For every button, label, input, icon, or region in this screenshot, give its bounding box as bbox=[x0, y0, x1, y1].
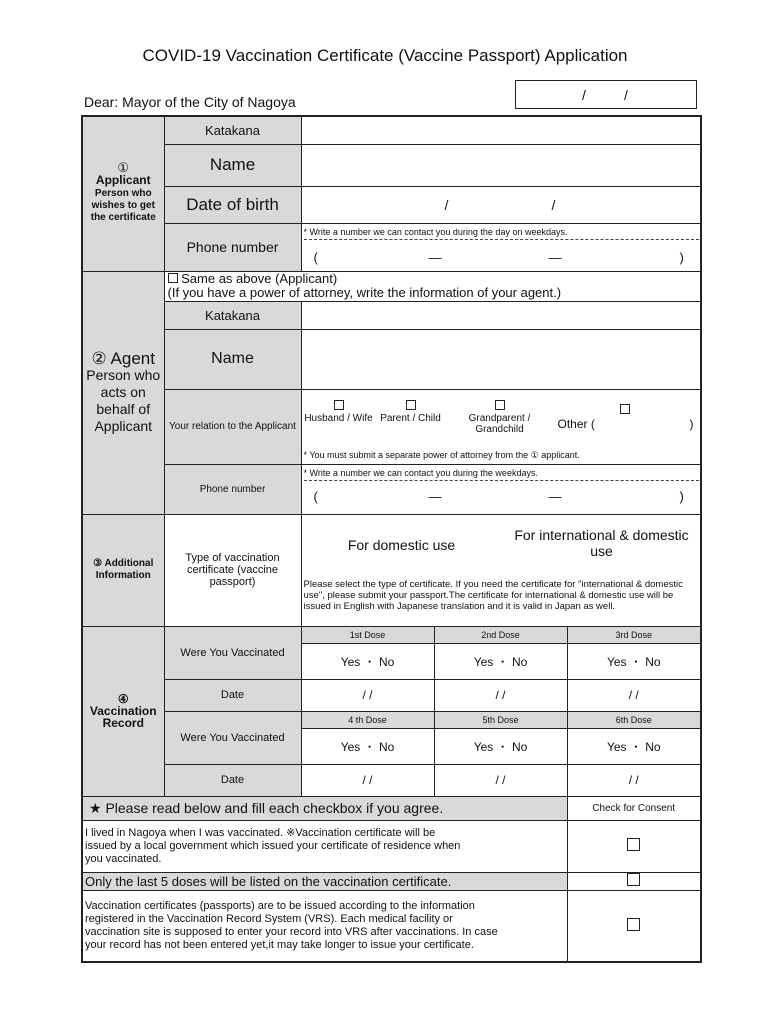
agent-katakana-field[interactable] bbox=[301, 301, 701, 329]
dose-date-field[interactable]: / / bbox=[434, 764, 567, 796]
applicant-name-label: Name bbox=[164, 144, 301, 186]
paren: ( bbox=[313, 249, 318, 265]
page-title: COVID-19 Vaccination Certificate (Vaccine Passport) Application bbox=[142, 46, 628, 65]
relation-husband-option[interactable]: Husband / Wife bbox=[304, 400, 374, 424]
agent-relation-label: Your relation to the Applicant bbox=[164, 389, 301, 464]
certificate-type-note: Please select the type of certificate. If you need the certificate for "international & domestic use", please submit your passport.The certificate for international & domestic use will be issued in English with Japanese translation and it is valid in Japan as well. bbox=[303, 578, 683, 612]
yes-no-field[interactable]: Yes ・ No bbox=[434, 643, 567, 679]
certificate-type-field[interactable] bbox=[301, 514, 701, 626]
date-separator: / bbox=[624, 87, 628, 103]
international-option[interactable]: For international & domestic use bbox=[514, 526, 689, 559]
dose-date-field[interactable]: / / bbox=[301, 764, 434, 796]
consent-item-1: I lived in Nagoya when I was vaccinated. ※Vaccination certificate will be issued by a local government which issued your certificate of residence when you vaccinated. bbox=[82, 820, 567, 872]
consent-header: ★ Please read below and fill each checkbox if you agree. bbox=[82, 796, 567, 820]
same-as-label: Same as above (Applicant) bbox=[181, 271, 338, 286]
dose-header: 1st Dose bbox=[301, 626, 434, 643]
dose-header: 6th Dose bbox=[567, 711, 701, 728]
dash: — bbox=[548, 249, 562, 265]
date-label: Date bbox=[164, 679, 301, 711]
consent-check-header: Check for Consent bbox=[567, 796, 701, 820]
yes-no-field[interactable]: Yes ・ No bbox=[567, 643, 701, 679]
yes-no-field[interactable]: Yes ・ No bbox=[567, 728, 701, 764]
application-date-field[interactable] bbox=[515, 80, 697, 109]
application-form bbox=[81, 115, 702, 963]
applicant-katakana-field[interactable] bbox=[301, 116, 701, 144]
agent-phone-field[interactable] bbox=[301, 464, 701, 514]
applicant-phone-label: Phone number bbox=[164, 223, 301, 271]
agent-name-field[interactable] bbox=[301, 329, 701, 389]
consent-checkbox-2[interactable] bbox=[567, 872, 701, 890]
dose-date-field[interactable]: / / bbox=[434, 679, 567, 711]
applicant-dob-field[interactable] bbox=[301, 186, 701, 223]
certificate-type-label: Type of vaccination certificate (vaccine passport) bbox=[164, 514, 301, 626]
agent-relation-field[interactable] bbox=[301, 389, 701, 464]
relation-grandparent-option[interactable]: Grandparent / Grandchild bbox=[452, 400, 548, 435]
attorney-note: (If you have a power of attorney, write the information of your agent.) bbox=[167, 285, 562, 300]
domestic-option[interactable]: For domestic use bbox=[347, 536, 456, 553]
dash: — bbox=[428, 488, 442, 504]
dose-header: 4 th Dose bbox=[301, 711, 434, 728]
date-separator: / bbox=[582, 87, 586, 103]
consent-checkbox-3[interactable] bbox=[567, 890, 701, 962]
agent-phone-label: Phone number bbox=[164, 464, 301, 514]
dose-date-field[interactable]: / / bbox=[567, 764, 701, 796]
agent-katakana-label: Katakana bbox=[164, 301, 301, 329]
yes-no-field[interactable]: Yes ・ No bbox=[301, 728, 434, 764]
paren: ) bbox=[679, 249, 684, 265]
same-as-checkbox[interactable] bbox=[168, 273, 178, 283]
agent-name-label: Name bbox=[164, 329, 301, 389]
vaccinated-label: Were You Vaccinated bbox=[164, 626, 301, 679]
relation-other-option[interactable]: Other ( ) bbox=[558, 403, 698, 431]
dose-date-field[interactable]: / / bbox=[567, 679, 701, 711]
dose-header: 3rd Dose bbox=[567, 626, 701, 643]
record-section-label: ④ Vaccination Record bbox=[82, 626, 164, 796]
agent-section-label: ② Agent Person who acts on behalf of Applicant bbox=[82, 271, 164, 514]
dash: — bbox=[428, 249, 442, 265]
additional-section-label: ③ Additional Information bbox=[82, 514, 164, 626]
consent-item-3: Vaccination certificates (passports) are to be issued according to the information registered in the Vaccination Record System (VRS). Each medical facility or vaccination site is supposed to enter your record into VRS after vaccinations. In case your record has not been entered yet,it may take longer to issue your certificate. bbox=[82, 890, 567, 962]
dash: — bbox=[548, 488, 562, 504]
vaccinated-label: Were You Vaccinated bbox=[164, 711, 301, 764]
date-label: Date bbox=[164, 764, 301, 796]
applicant-dob-label: Date of birth bbox=[164, 186, 301, 223]
agent-phone-note: * Write a number we can contact you during the weekdays. bbox=[304, 468, 699, 481]
paren: ( bbox=[313, 488, 318, 504]
relation-parent-option[interactable]: Parent / Child bbox=[380, 400, 442, 424]
date-separator: / bbox=[444, 196, 449, 213]
consent-item-2: Only the last 5 doses will be listed on the vaccination certificate. bbox=[82, 872, 567, 890]
yes-no-field[interactable]: Yes ・ No bbox=[301, 643, 434, 679]
addressee: Dear: Mayor of the City of Nagoya bbox=[84, 94, 296, 110]
yes-no-field[interactable]: Yes ・ No bbox=[434, 728, 567, 764]
applicant-phone-field[interactable] bbox=[301, 223, 701, 271]
dose-header: 5th Dose bbox=[434, 711, 567, 728]
paren: ) bbox=[679, 488, 684, 504]
dose-date-field[interactable]: / / bbox=[301, 679, 434, 711]
date-separator: / bbox=[551, 196, 556, 213]
agent-same-as-row bbox=[164, 271, 701, 301]
applicant-section-label: ① Applicant Person who wishes to get the certificate bbox=[82, 116, 164, 271]
relation-note: * You must submit a separate power of attorney from the ① applicant. bbox=[303, 449, 580, 460]
applicant-phone-note: * Write a number we can contact you during the day on weekdays. bbox=[304, 227, 699, 240]
consent-checkbox-1[interactable] bbox=[567, 820, 701, 872]
applicant-katakana-label: Katakana bbox=[164, 116, 301, 144]
dose-header: 2nd Dose bbox=[434, 626, 567, 643]
applicant-name-field[interactable] bbox=[301, 144, 701, 186]
